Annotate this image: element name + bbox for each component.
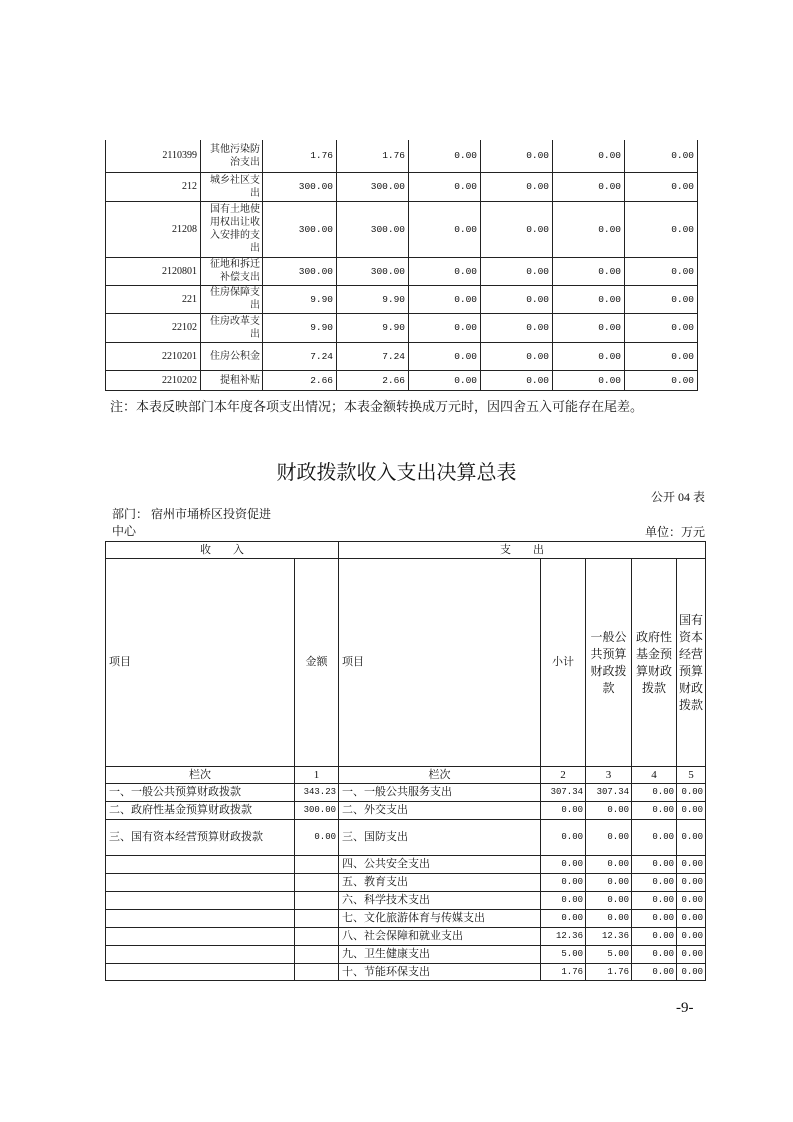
expense-item: 一、一般公共服务支出	[339, 784, 541, 802]
amount-cell: 0.00	[409, 257, 481, 285]
expense-amount: 0.00	[586, 892, 632, 910]
amount-cell: 0.00	[553, 313, 625, 342]
table-row	[106, 874, 706, 892]
page-number: -9-	[676, 1000, 694, 1016]
col-num-5: 5	[677, 767, 706, 784]
expense-item: 五、教育支出	[339, 874, 541, 892]
amount-cell: 300.00	[263, 201, 337, 257]
expense-amount: 0.00	[586, 802, 632, 820]
table-row	[106, 820, 706, 856]
expense-item: 十、节能环保支出	[339, 964, 541, 981]
amount-cell: 300.00	[263, 257, 337, 285]
table-row	[106, 140, 698, 172]
subject-name: 提租补贴	[201, 370, 263, 390]
amount-cell: 0.00	[553, 140, 625, 172]
fiscal-summary-table	[105, 541, 706, 981]
table-row	[106, 946, 706, 964]
col-num-2: 2	[541, 767, 586, 784]
expense-amount: 0.00	[586, 856, 632, 874]
income-amount	[295, 892, 339, 910]
expense-amount: 0.00	[632, 964, 677, 981]
expense-item: 三、国防支出	[339, 820, 541, 856]
subject-name: 城乡社区支出	[201, 172, 263, 201]
amount-cell: 0.00	[409, 140, 481, 172]
amount-cell: 0.00	[625, 172, 698, 201]
expense-amount: 0.00	[632, 802, 677, 820]
expense-item: 九、卫生健康支出	[339, 946, 541, 964]
expense-amount: 0.00	[677, 874, 706, 892]
amount-cell: 300.00	[337, 172, 409, 201]
subject-name: 住房改革支出	[201, 313, 263, 342]
amount-cell: 0.00	[409, 285, 481, 313]
amount-cell: 300.00	[337, 257, 409, 285]
subject-code: 22102	[106, 313, 201, 342]
table-row	[106, 910, 706, 928]
amount-cell: 2.66	[337, 370, 409, 390]
income-item	[106, 874, 295, 892]
expense-amount: 0.00	[677, 964, 706, 981]
expense-amount: 1.76	[586, 964, 632, 981]
expense-amount: 0.00	[677, 910, 706, 928]
income-item: 三、国有资本经营预算财政拨款	[106, 820, 295, 856]
table-row	[106, 802, 706, 820]
amount-cell: 2.66	[263, 370, 337, 390]
income-amount	[295, 874, 339, 892]
expense-amount: 0.00	[632, 874, 677, 892]
expense-amount: 12.36	[541, 928, 586, 946]
expense-amount: 5.00	[586, 946, 632, 964]
table-row	[106, 201, 698, 257]
expense-amount: 307.34	[541, 784, 586, 802]
amount-cell: 0.00	[409, 313, 481, 342]
amount-cell: 0.00	[553, 342, 625, 370]
expense-detail-table	[105, 140, 698, 391]
income-item: 二、政府性基金预算财政拨款	[106, 802, 295, 820]
amount-cell: 9.90	[337, 313, 409, 342]
expense-item: 七、文化旅游体育与传媒支出	[339, 910, 541, 928]
expense-amount: 0.00	[586, 910, 632, 928]
col-expense-item: 项目	[339, 559, 541, 767]
income-amount	[295, 856, 339, 874]
subject-code: 2120801	[106, 257, 201, 285]
amount-cell: 0.00	[553, 257, 625, 285]
expense-item: 八、社会保障和就业支出	[339, 928, 541, 946]
subject-name: 住房保障支出	[201, 285, 263, 313]
col-num-1: 1	[295, 767, 339, 784]
amount-cell: 0.00	[481, 370, 553, 390]
income-amount: 300.00	[295, 802, 339, 820]
expense-amount: 0.00	[632, 910, 677, 928]
amount-cell: 0.00	[625, 313, 698, 342]
form-number: 公开 04 表	[650, 490, 705, 504]
income-item	[106, 910, 295, 928]
table-row	[106, 964, 706, 981]
col-gov-fund: 政府性基金预算财政拨款	[632, 559, 677, 767]
table-row	[106, 856, 706, 874]
unit-label: 单位：万元	[644, 525, 705, 539]
expense-amount: 12.36	[586, 928, 632, 946]
table-row	[106, 285, 698, 313]
col-general-budget: 一般公共预算财政拨款	[586, 559, 632, 767]
amount-cell: 0.00	[625, 201, 698, 257]
income-amount	[295, 910, 339, 928]
amount-cell: 0.00	[553, 285, 625, 313]
amount-cell: 0.00	[409, 370, 481, 390]
expense-amount: 0.00	[632, 928, 677, 946]
expense-amount: 0.00	[541, 910, 586, 928]
amount-cell: 0.00	[481, 257, 553, 285]
expense-amount: 0.00	[541, 802, 586, 820]
col-amount: 金额	[295, 559, 339, 767]
expense-amount: 0.00	[677, 784, 706, 802]
amount-cell: 300.00	[337, 201, 409, 257]
col-income-item: 项目	[106, 559, 295, 767]
amount-cell: 0.00	[481, 172, 553, 201]
income-header: 收 入	[106, 542, 339, 559]
income-amount	[295, 928, 339, 946]
subject-code: 212	[106, 172, 201, 201]
amount-cell: 9.90	[263, 313, 337, 342]
department-name: 宿州市埇桥区投资促进	[151, 507, 272, 521]
expense-amount: 0.00	[632, 856, 677, 874]
subject-name: 住房公积金	[201, 342, 263, 370]
expense-amount: 0.00	[541, 874, 586, 892]
table-row	[106, 313, 698, 342]
table-row	[106, 172, 698, 201]
expense-amount: 0.00	[586, 820, 632, 856]
subject-code: 2210201	[106, 342, 201, 370]
amount-cell: 0.00	[625, 285, 698, 313]
expense-amount: 0.00	[677, 946, 706, 964]
amount-cell: 0.00	[553, 172, 625, 201]
amount-cell: 0.00	[553, 370, 625, 390]
expense-amount: 0.00	[632, 892, 677, 910]
page-title: 财政拨款收入支出决算总表	[276, 460, 517, 484]
row-label-income: 栏次	[106, 767, 295, 784]
department-label: 部门：	[112, 507, 149, 521]
department-name-cont: 中心	[112, 524, 137, 538]
amount-cell: 0.00	[481, 285, 553, 313]
amount-cell: 0.00	[481, 342, 553, 370]
amount-cell: 0.00	[481, 313, 553, 342]
income-amount: 343.23	[295, 784, 339, 802]
expense-item: 二、外交支出	[339, 802, 541, 820]
amount-cell: 1.76	[337, 140, 409, 172]
expense-amount: 0.00	[541, 892, 586, 910]
row-label-expense: 栏次	[339, 767, 541, 784]
col-subtotal: 小计	[541, 559, 586, 767]
expense-amount: 0.00	[541, 820, 586, 856]
income-item	[106, 946, 295, 964]
subject-name: 其他污染防治支出	[201, 140, 263, 172]
expense-amount: 0.00	[632, 784, 677, 802]
amount-cell: 9.90	[337, 285, 409, 313]
col-num-3: 3	[586, 767, 632, 784]
subject-name: 国有土地使用权出让收入安排的支出	[201, 201, 263, 257]
amount-cell: 300.00	[263, 172, 337, 201]
income-item: 一、一般公共预算财政拨款	[106, 784, 295, 802]
amount-cell: 7.24	[263, 342, 337, 370]
subject-code: 21208	[106, 201, 201, 257]
expense-amount: 0.00	[632, 946, 677, 964]
table-note: 注：本表反映部门本年度各项支出情况；本表金额转换成万元时，因四舍五入可能存在尾差。	[110, 399, 644, 414]
subject-name: 征地和拆迁补偿支出	[201, 257, 263, 285]
income-amount	[295, 946, 339, 964]
income-item	[106, 856, 295, 874]
amount-cell: 0.00	[625, 257, 698, 285]
subject-code: 2210202	[106, 370, 201, 390]
income-item	[106, 892, 295, 910]
income-item	[106, 964, 295, 981]
col-state-capital: 国有资本经营预算财政拨款	[677, 559, 706, 767]
table-row	[106, 892, 706, 910]
table-row	[106, 928, 706, 946]
expense-amount: 0.00	[677, 856, 706, 874]
expense-item: 六、科学技术支出	[339, 892, 541, 910]
col-num-4: 4	[632, 767, 677, 784]
income-amount: 0.00	[295, 820, 339, 856]
amount-cell: 7.24	[337, 342, 409, 370]
table-row	[106, 370, 698, 390]
amount-cell: 1.76	[263, 140, 337, 172]
expense-amount: 0.00	[541, 856, 586, 874]
table-row	[106, 784, 706, 802]
expense-header: 支 出	[339, 542, 706, 559]
expense-amount: 0.00	[586, 874, 632, 892]
amount-cell: 0.00	[481, 140, 553, 172]
expense-amount: 0.00	[677, 820, 706, 856]
expense-amount: 0.00	[632, 820, 677, 856]
subject-code: 2110399	[106, 140, 201, 172]
expense-amount: 0.00	[677, 892, 706, 910]
amount-cell: 9.90	[263, 285, 337, 313]
table-row	[106, 342, 698, 370]
table-row	[106, 257, 698, 285]
amount-cell: 0.00	[481, 201, 553, 257]
amount-cell: 0.00	[409, 201, 481, 257]
expense-amount: 0.00	[677, 928, 706, 946]
amount-cell: 0.00	[409, 172, 481, 201]
amount-cell: 0.00	[553, 201, 625, 257]
expense-amount: 307.34	[586, 784, 632, 802]
amount-cell: 0.00	[625, 342, 698, 370]
amount-cell: 0.00	[409, 342, 481, 370]
department	[112, 506, 271, 540]
income-item	[106, 928, 295, 946]
income-amount	[295, 964, 339, 981]
amount-cell: 0.00	[625, 370, 698, 390]
expense-amount: 5.00	[541, 946, 586, 964]
expense-item: 四、公共安全支出	[339, 856, 541, 874]
subject-code: 221	[106, 285, 201, 313]
amount-cell: 0.00	[625, 140, 698, 172]
expense-amount: 0.00	[677, 802, 706, 820]
expense-amount: 1.76	[541, 964, 586, 981]
